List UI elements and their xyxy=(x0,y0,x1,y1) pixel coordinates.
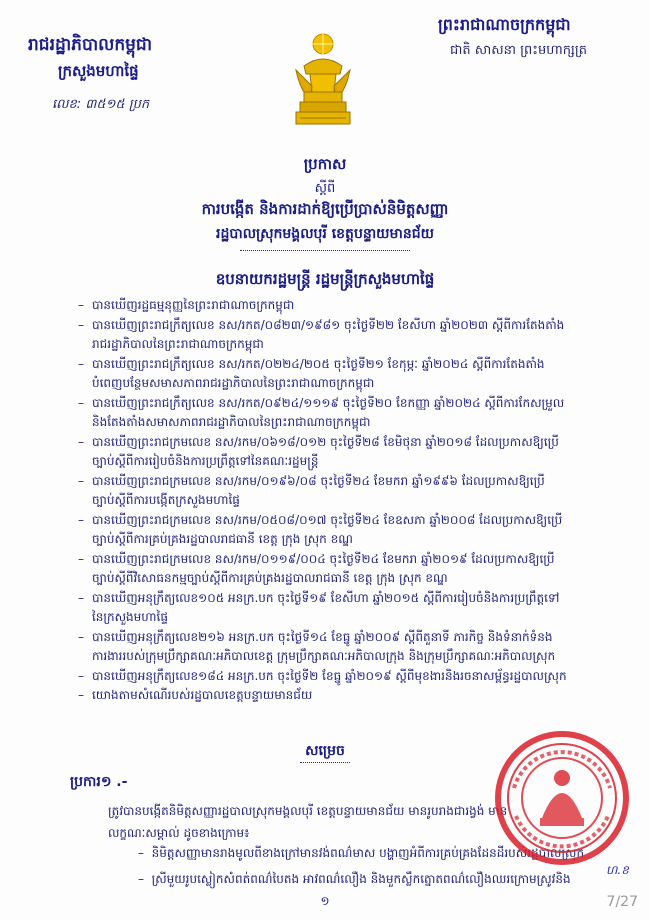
item-continuation: ច្បាប់ស្តីពីការរៀបចំនិងការប្រព្រឹត្តទៅនៃគណៈរដ្ឋមន្ត្រី xyxy=(92,454,319,468)
list-item: – បានឃើញរដ្ឋធម្មនុញ្ញនៃព្រះរាជាណាចក្រកម្ពុជា xyxy=(78,298,295,312)
article-heading: ប្រការ១ .- xyxy=(70,774,128,790)
bullet-text: និមិត្តសញ្ញាមានរាងមូលពីខាងក្រៅមានវង់ពណ៌មាស បង្ហាញអំពីការគ្រប់គ្រងដែនដីរបស់រដ្ឋបាលស្រុក xyxy=(151,846,585,860)
document-type: ប្រកាស xyxy=(303,155,347,173)
list-item: – បានឃើញព្រះរាជក្រមលេខ នស/រកម/០១៩៦/០៨ ចុះថ្ងៃទី២៤ ខែមករា ឆ្នាំ១៩៩៦ ដែលប្រកាសឱ្យប្រើ ច្បាប់ស្តីពីការបង្កើតក្រសួងមហាផ្ទៃ xyxy=(80,472,628,511)
item-text: បានឃើញព្រះរាជក្រមលេខ នស/រកម/០១៩៦/០៨ ចុះថ្ងៃទី២៤ ខែមករា ឆ្នាំ១៩៩៦ ដែលប្រកាសឱ្យប្រើ xyxy=(92,473,545,488)
list-item: – បានឃើញព្រះរាជក្រមលេខ នស/រកម/០៦១៨/០១២ ចុះថ្ងៃទី២៨ ខែមិថុនា ឆ្នាំ២០១៨ ដែលប្រកាសឱ្យប្រើ ច្បាប់ស្តីពីការរៀបចំនិងការប្រព្រឹត្តទៅនៃគណៈរដ្ឋមន្ត្រី xyxy=(80,433,628,472)
item-continuation: ច្បាប់ស្តីពីការបង្កើតក្រសួងមហាផ្ទៃ xyxy=(92,493,240,507)
item-text: បានឃើញរដ្ឋធម្មនុញ្ញនៃព្រះរាជាណាចក្រកម្ពុជា xyxy=(92,298,295,312)
minister-title: ឧបនាយករដ្ឋមន្ត្រី រដ្ឋមន្ត្រីក្រសួងមហាផ្ទៃ xyxy=(215,270,435,288)
item-text: បានឃើញព្រះរាជក្រមលេខ នស/រកម/០៦១៨/០១២ ចុះថ្ងៃទី២៨ ខែមិថុនា ឆ្នាំ២០១៨ ដែលប្រកាសឱ្យប្រើ xyxy=(92,434,559,449)
item-continuation: នៃក្រសួងមហាផ្ទៃ xyxy=(92,610,168,624)
item-continuation: រាជរដ្ឋាភិបាលនៃព្រះរាជាណាចក្រកម្ពុជា xyxy=(92,337,264,351)
item-text: បានឃើញអនុក្រឹត្យលេខ២១៦ អនក្រ.បក ចុះថ្ងៃទី១៤ ខែធ្នូ ឆ្នាំ២០០៩ ស្តីពីតួនាទី ភារកិច្ច និងទំនាក់ទំនង xyxy=(92,629,553,644)
title-line-1: ការបង្កើត និងការដាក់ឱ្យប្រើប្រាស់និមិត្តសញ្ញា xyxy=(201,200,449,218)
bullet-text: ស្រីមួយរូបស្លៀកសំពត់ពណ៌បៃតង អាវពណ៌លឿង និងមួកស្លឹកត្នោតពណ៌លឿងឈរក្រោមស្រូវនិង xyxy=(151,872,571,886)
item-text: បានឃើញអនុក្រឹត្យលេខ១០៥ អនក្រ.បក ចុះថ្ងៃទី១៩ ខែសីហា ឆ្នាំ២០១៥ ស្តីពីការរៀបចំនិងការប្រព្រឹត្តទៅ xyxy=(92,590,560,605)
royal-emblem-icon xyxy=(290,30,356,130)
ministry-line-2: ក្រសួងមហាផ្ទៃ xyxy=(58,62,139,80)
list-item: – បានឃើញព្រះរាជក្រឹត្យលេខ នស/រកត/០៨២៣/១៩៨១ ចុះថ្ងៃទី២២ ខែសីហា ឆ្នាំ២០២៣ ស្តីពីការតែងតាំង រាជរដ្ឋាភិបាលនៃព្រះរាជាណាចក្រកម្ពុជា xyxy=(80,316,628,355)
page-counter: 7/27 xyxy=(606,894,638,910)
about-label: ស្តីពី xyxy=(314,181,336,196)
decision-heading: សម្រេច xyxy=(305,743,345,759)
item-continuation: ច្បាប់ស្តីពីការគ្រប់គ្រងរដ្ឋបាលរាជធានី ខេត្ត ក្រុង ស្រុក ខណ្ឌ xyxy=(92,532,353,546)
bullet-item: – និមិត្តសញ្ញាមានរាងមូលពីខាងក្រៅមានវង់ពណ៌មាស បង្ហាញអំពីការគ្រប់គ្រងដែនដីរបស់រដ្ឋបាលស្រុក xyxy=(138,846,585,860)
list-item: – បានឃើញព្រះរាជក្រមលេខ នស/រកម/០១១៩/០០៤ ចុះថ្ងៃទី២៤ ខែមករា ឆ្នាំ២០១៩ ដែលប្រកាសឱ្យប្រើ ច្បាប់ស្តីពីវិសោធនកម្មច្បាប់ស្តីពីការគ្រប់គ្រងរដ្ឋបាលរាជធានី ខេត្ត ក្រុង ស្រុក ខណ្ឌ xyxy=(80,550,628,589)
list-item: – យោងតាមសំណើរបស់រដ្ឋបាលខេត្តបន្ទាយមានជ័យ xyxy=(78,688,313,702)
title-divider xyxy=(240,250,410,252)
list-item: – បានឃើញអនុក្រឹត្យលេខ២១៦ អនក្រ.បក ចុះថ្ងៃទី១៤ ខែធ្នូ ឆ្នាំ២០០៩ ស្តីពីតួនាទី ភារកិច្ច និងទំនាក់ទំនង ការងាររបស់ក្រុមប្រឹក្សាគណៈអភិបាលខេត្ត ក្រុមប្រឹក្សាគណៈអភិបាលក្រុង និងក្រុមប្រឹក្សាគណៈអភិបាលស្រុក xyxy=(80,628,628,667)
item-text: បានឃើញព្រះរាជក្រឹត្យលេខ នស/រកត/០៨២៣/១៩៨១ ចុះថ្ងៃទី២២ ខែសីហា ឆ្នាំ២០២៣ ស្តីពីការតែងតាំង xyxy=(92,317,565,332)
item-text: បានឃើញព្រះរាជក្រឹត្យលេខ នស/រកត/០២២៤/២០៥ ចុះថ្ងៃទី២១ ខែកុម្ភៈ ឆ្នាំ២០២៤ ស្តីពីការតែងតាំង xyxy=(92,356,545,371)
item-text: បានឃើញព្រះរាជក្រមលេខ នស/រកម/០១១៩/០០៤ ចុះថ្ងៃទី២៤ ខែមករា ឆ្នាំ២០១៩ ដែលប្រកាសឱ្យប្រើ xyxy=(92,551,555,566)
list-item: – បានឃើញអនុក្រឹត្យលេខ១០៥ អនក្រ.បក ចុះថ្ងៃទី១៩ ខែសីហា ឆ្នាំ២០១៥ ស្តីពីការរៀបចំនិងការប្រព្រឹត្តទៅ នៃក្រសួងមហាផ្ទៃ xyxy=(80,589,628,628)
signature-mark: ហ.ខ xyxy=(606,863,629,877)
list-item: – បានឃើញព្រះរាជក្រឹត្យលេខ នស/រកត/០៩២៤/១១១៩ ចុះថ្ងៃទី២០ ខែកញ្ញា ឆ្នាំ២០២៤ ស្តីពីការកែសម្រួល និងតែងតាំងសមាសភាពរាជរដ្ឋាភិបាលនៃព្រះរាជាណាចក្រកម្ពុជា xyxy=(80,394,628,433)
item-text: បានឃើញអនុក្រឹត្យលេខ១៨៤ អនក្រ.បក ចុះថ្ងៃទី២ ខែធ្នូ ឆ្នាំ២០១៩ ស្តីពីមុខងារនិងរចនាសម្ព័ន្ធរដ្ឋបាលស្រុក xyxy=(92,668,567,683)
title-line-2: រដ្ឋបាលស្រុកមង្គលបុរី ខេត្តបន្ទាយមានជ័យ xyxy=(216,226,434,242)
item-text: បានឃើញព្រះរាជក្រឹត្យលេខ នស/រកត/០៩២៤/១១១៩ ចុះថ្ងៃទី២០ ខែកញ្ញា ឆ្នាំ២០២៤ ស្តីពីការកែសម្រួល xyxy=(92,395,565,410)
official-seal-stamp xyxy=(492,728,632,868)
decision-divider xyxy=(300,762,350,764)
item-continuation: ការងាររបស់ក្រុមប្រឹក្សាគណៈអភិបាលខេត្ត ក្រុមប្រឹក្សាគណៈអភិបាលក្រុង និងក្រុមប្រឹក្សាគណៈអភិបាលស្រុក xyxy=(92,649,556,663)
kingdom-title: ព្រះរាជាណាចក្រកម្ពុជា xyxy=(438,15,571,34)
article-paragraph: ត្រូវបានបង្កើតនិមិត្តសញ្ញារដ្ឋបាលស្រុកមង្គលបុរី ខេត្តបន្ទាយមានជ័យ មានរូបរាងជារង្វង់ មានលក្ខណៈសម្គាល់ ដូចខាងក្រោម៖ xyxy=(108,804,508,840)
ministry-line-1: រាជរដ្ឋាភិបាលកម្ពុជា xyxy=(28,35,153,55)
page-number: ១ xyxy=(320,894,330,908)
national-motto: ជាតិ សាសនា ព្រះមហាក្សត្រ xyxy=(450,43,587,58)
item-continuation: និងតែងតាំងសមាសភាពរាជរដ្ឋាភិបាលនៃព្រះរាជាណាចក្រកម្ពុជា xyxy=(92,415,371,429)
preamble-list xyxy=(80,296,628,706)
item-text: បានឃើញព្រះរាជក្រមលេខ នស/រកម/០៥០៨/០១៧ ចុះថ្ងៃទី២៤ ខែឧសភា ឆ្នាំ២០០៨ ដែលប្រកាសឱ្យប្រើ xyxy=(92,512,563,527)
list-item: – បានឃើញព្រះរាជក្រមលេខ នស/រកម/០៥០៨/០១៧ ចុះថ្ងៃទី២៤ ខែឧសភា ឆ្នាំ២០០៨ ដែលប្រកាសឱ្យប្រើ ច្បាប់ស្តីពីការគ្រប់គ្រងរដ្ឋបាលរាជធានី ខេត្ត ក្រុង ស្រុក ខណ្ឌ xyxy=(80,511,628,550)
list-item: – បានឃើញព្រះរាជក្រឹត្យលេខ នស/រកត/០២២៤/២០៥ ចុះថ្ងៃទី២១ ខែកុម្ភៈ ឆ្នាំ២០២៤ ស្តីពីការតែងតាំង បំពេញបន្ថែមសមាសភាពរាជរដ្ឋាភិបាលនៃព្រះរាជាណាចក្រកម្ពុជា xyxy=(80,355,628,394)
list-item: – បានឃើញអនុក្រឹត្យលេខ១៨៤ អនក្រ.បក ចុះថ្ងៃទី២ ខែធ្នូ ឆ្នាំ២០១៩ ស្តីពីមុខងារនិងរចនាសម្ព័ន្ធរដ្ឋបាលស្រុក xyxy=(78,668,567,683)
item-continuation: បំពេញបន្ថែមសមាសភាពរាជរដ្ឋាភិបាលនៃព្រះរាជាណាចក្រកម្ពុជា xyxy=(92,376,375,390)
item-text: យោងតាមសំណើរបស់រដ្ឋបាលខេត្តបន្ទាយមានជ័យ xyxy=(92,688,313,702)
reference-number: លេខ: ៣៥១៥ ប្រក xyxy=(52,97,150,112)
bullet-item: – ស្រីមួយរូបស្លៀកសំពត់ពណ៌បៃតង អាវពណ៌លឿង និងមួកស្លឹកត្នោតពណ៌លឿងឈរក្រោមស្រូវនិង xyxy=(138,872,571,886)
item-continuation: ច្បាប់ស្តីពីវិសោធនកម្មច្បាប់ស្តីពីការគ្រប់គ្រងរដ្ឋបាលរាជធានី ខេត្ត ក្រុង ស្រុក ខណ្ឌ xyxy=(92,571,448,585)
